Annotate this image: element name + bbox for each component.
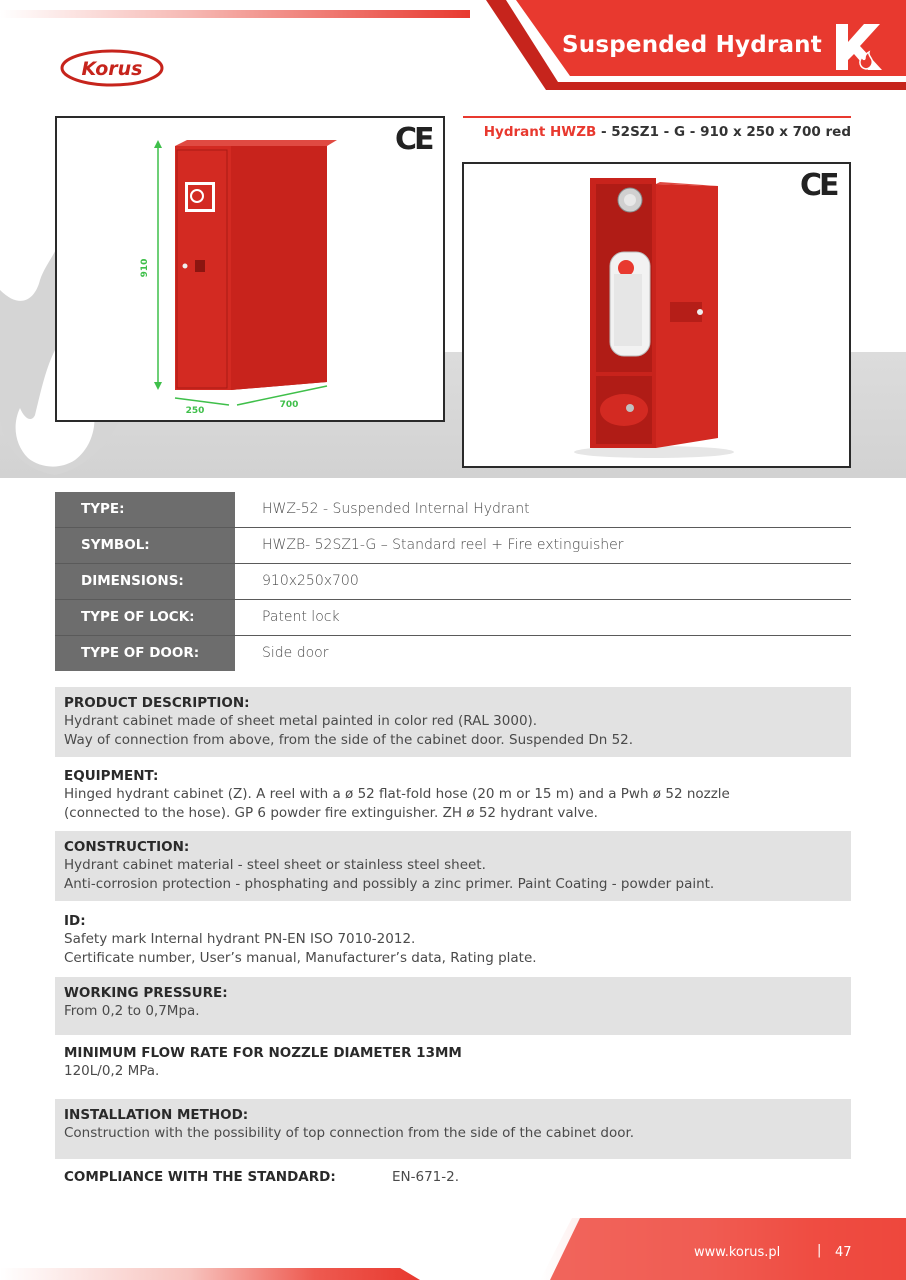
section-title: INSTALLATION METHOD: <box>64 1107 249 1123</box>
spec-label: TYPE OF DOOR: <box>55 636 235 671</box>
section-title: WORKING PRESSURE: <box>64 985 228 1001</box>
footer-separator: | <box>817 1243 822 1258</box>
spec-row-door <box>55 636 851 672</box>
section-title: MINIMUM FLOW RATE FOR NOZZLE DIAMETER 13MM <box>64 1045 462 1061</box>
header-gradient-line <box>0 10 470 18</box>
section-construction <box>55 831 851 901</box>
section-installation-method <box>55 1099 851 1159</box>
spec-row-dimensions <box>55 564 851 600</box>
spec-value: 910x250x700 <box>262 573 359 589</box>
section-equipment <box>55 760 851 830</box>
section-title: EQUIPMENT: <box>64 768 159 784</box>
section-line: Hydrant cabinet made of sheet metal painted in color red (RAL 3000). <box>64 713 538 729</box>
compliance-value: EN-671-2. <box>392 1169 460 1185</box>
section-line: Anti-corrosion protection - phosphating and possibly a zinc primer. Paint Coating - powder paint. <box>64 876 715 892</box>
section-line: Safety mark Internal hydrant PN-EN ISO 7010-2012. <box>64 931 416 947</box>
section-line: Certificate number, User’s manual, Manufacturer’s data, Rating plate. <box>64 950 537 966</box>
section-line: Construction with the possibility of top connection from the side of the cabinet door. <box>64 1125 635 1141</box>
spec-value: HWZ-52 - Suspended Internal Hydrant <box>262 501 530 517</box>
section-line: (connected to the hose). GP 6 powder fire extinguisher. ZH ø 52 hydrant valve. <box>64 805 598 821</box>
page-number: 47 <box>835 1245 852 1260</box>
svg-text:Korus: Korus <box>81 58 143 80</box>
section-id <box>55 905 851 975</box>
spec-label: TYPE OF LOCK: <box>55 600 235 635</box>
section-line: Hydrant cabinet material - steel sheet or stainless steel sheet. <box>64 857 486 873</box>
section-working-pressure <box>55 977 851 1035</box>
dim-height-label: 910 <box>140 258 150 278</box>
section-line: 120L/0,2 MPa. <box>64 1063 160 1079</box>
spec-label: TYPE: <box>55 492 235 527</box>
ce-mark: CE <box>395 122 432 157</box>
ce-mark: CE <box>800 168 837 203</box>
spec-value: Patent lock <box>262 609 340 625</box>
section-minimum-flow-rate <box>55 1037 851 1095</box>
product-image-dimensions <box>55 116 445 422</box>
spec-value: HWZB- 52SZ1-G – Standard reel + Fire extinguisher <box>262 537 624 553</box>
spec-table <box>55 492 851 672</box>
spec-value: Side door <box>262 645 329 661</box>
section-compliance <box>64 1168 460 1186</box>
korus-logo <box>60 48 166 88</box>
product-name-rest: - 52SZ1 - G - 910 x 250 x 700 red <box>596 124 851 140</box>
footer-url-link[interactable]: www.korus.pl <box>694 1245 781 1260</box>
section-title: CONSTRUCTION: <box>64 839 190 855</box>
heading-rule <box>463 116 851 118</box>
cabinet-closed-illustration <box>57 118 443 420</box>
spec-label: SYMBOL: <box>55 528 235 563</box>
section-title: PRODUCT DESCRIPTION: <box>64 695 250 711</box>
product-image-open <box>462 162 851 468</box>
product-name-red: Hydrant HWZB <box>483 124 597 140</box>
page-title: Suspended Hydrant <box>562 32 822 58</box>
section-line: From 0,2 to 0,7Mpa. <box>64 1003 200 1019</box>
dim-width-label: 700 <box>279 400 299 410</box>
section-product-description <box>55 687 851 757</box>
spec-row-symbol <box>55 528 851 564</box>
product-heading <box>463 116 851 144</box>
k-flame-logo-icon <box>832 22 886 72</box>
section-line: Way of connection from above, from the side of the cabinet door. Suspended Dn 52. <box>64 732 634 748</box>
dim-depth-label: 250 <box>185 406 205 416</box>
spec-row-lock <box>55 600 851 636</box>
section-line: Hinged hydrant cabinet (Z). A reel with a ø 52 flat-fold hose (20 m or 15 m) and a Pwh ø 52 nozzle <box>64 786 730 802</box>
section-title: ID: <box>64 913 86 929</box>
spec-row-type <box>55 492 851 528</box>
compliance-label: COMPLIANCE WITH THE STANDARD: <box>64 1169 336 1185</box>
spec-label: DIMENSIONS: <box>55 564 235 599</box>
cabinet-open-illustration <box>464 164 849 466</box>
